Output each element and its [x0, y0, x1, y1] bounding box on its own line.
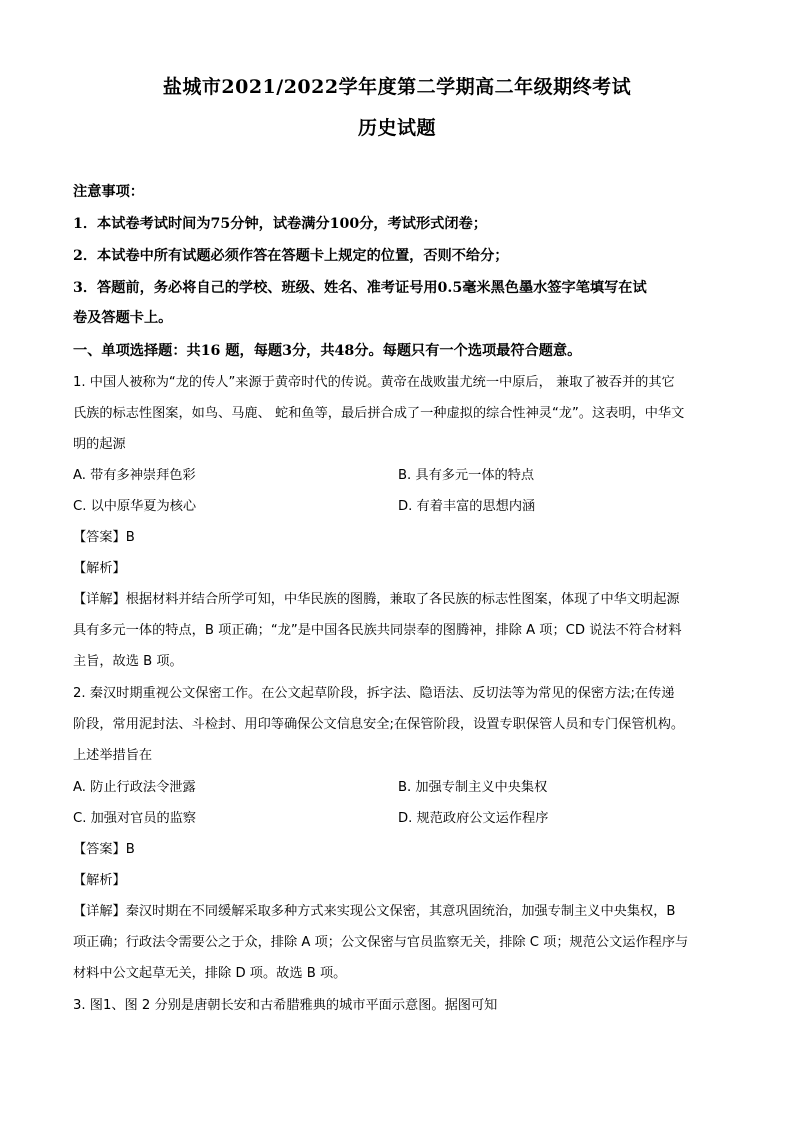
question-2-detail-line-2: 项正确；行政法令需要公之于众，排除 A 项；公文保密与官员监察无关，排除 C 项；规范公文运作程序与 — [73, 935, 689, 950]
question-3-stem-line-1: 3. 图1、图 2 分别是唐朝长安和古希腊雅典的城市平面示意图。据图可知 — [73, 998, 498, 1013]
question-2-stem-line-2: 阶段，常用泥封法、斗检封、用印等确保公文信息安全;在保管阶段，设置专职保管人员和专门保管机构。 — [73, 717, 685, 732]
section-title: 一、单项选择题：共16 题，每题3分，共48分。每题只有一个选项最符合题意。 — [73, 343, 582, 359]
question-1-detail-line-3: 主旨，故选 B 项。 — [73, 654, 183, 669]
question-2-answer: 【答案】B — [73, 842, 135, 857]
question-1-option-a: A. 带有多神崇拜色彩 — [73, 468, 196, 483]
subject-title: 历史试题 — [357, 117, 436, 139]
question-2-detail-line-1: 【详解】秦汉时期在不同缓解采取多种方式来实现公文保密，其意巩固统治，加强专制主义中央集权，B — [73, 904, 676, 919]
question-2-option-d: D. 规范政府公文运作程序 — [398, 811, 549, 826]
question-1-stem-line-3: 明的起源 — [73, 437, 126, 452]
notice-item-3-cont: 卷及答题卡上。 — [73, 310, 173, 326]
question-1-option-c: C. 以中原华夏为核心 — [73, 499, 197, 514]
question-1-stem-line-1: 1. 中国人被称为“龙的传人”来源于黄帝时代的传说。黄帝在战败蚩尤统一中原后， 兼取了被吞并的其它 — [73, 375, 675, 390]
question-1-detail-line-2: 具有多元一体的特点，B 项正确；“龙”是中国各民族共同崇奉的图腾神，排除 A 项；CD 说法不符合材料 — [73, 623, 682, 638]
question-1-stem-line-2: 氏族的标志性图案，如鸟、马鹿、 蛇和鱼等，最后拼合成了一种虚拟的综合性神灵“龙”。这表明，中华文 — [73, 406, 685, 421]
question-2-analysis: 【解析】 — [73, 873, 126, 888]
notice-item-2: 2．本试卷中所有试题必须作答在答题卡上规定的位置，否则不给分； — [73, 248, 509, 264]
question-2-option-b: B. 加强专制主义中央集权 — [398, 780, 548, 795]
notice-item-1: 1．本试卷考试时间为75分钟，试卷满分100分，考试形式闭卷； — [73, 216, 487, 232]
question-1-option-d: D. 有着丰富的思想内涵 — [398, 499, 536, 514]
question-2-detail-line-3: 材料中公文起草无关，排除 D 项。故选 B 项。 — [73, 966, 347, 981]
question-1-detail-line-1: 【详解】根据材料并结合所学可知，中华民族的图腾，兼取了各民族的标志性图案，体现了中华文明起源 — [73, 592, 680, 607]
question-1-option-b: B. 具有多元一体的特点 — [398, 468, 535, 483]
exam-title: 盐城市2021/2022学年度第二学期高二年级期终考试 — [162, 76, 632, 98]
question-1-analysis: 【解析】 — [73, 561, 126, 576]
question-2-stem-line-3: 上述举措旨在 — [73, 748, 153, 763]
question-1-answer: 【答案】B — [73, 530, 135, 545]
notice-item-3: 3．答题前，务必将自己的学校、班级、姓名、准考证号用0.5毫米黑色墨水签字笔填写在试 — [73, 280, 647, 296]
notice-heading: 注意事项： — [73, 184, 144, 200]
question-2-stem-line-1: 2. 秦汉时期重视公文保密工作。在公文起草阶段，拆字法、隐语法、反切法等为常见的保密方法;在传递 — [73, 686, 675, 701]
question-2-option-c: C. 加强对官员的监察 — [73, 811, 197, 826]
question-2-option-a: A. 防止行政法令泄露 — [73, 780, 196, 795]
